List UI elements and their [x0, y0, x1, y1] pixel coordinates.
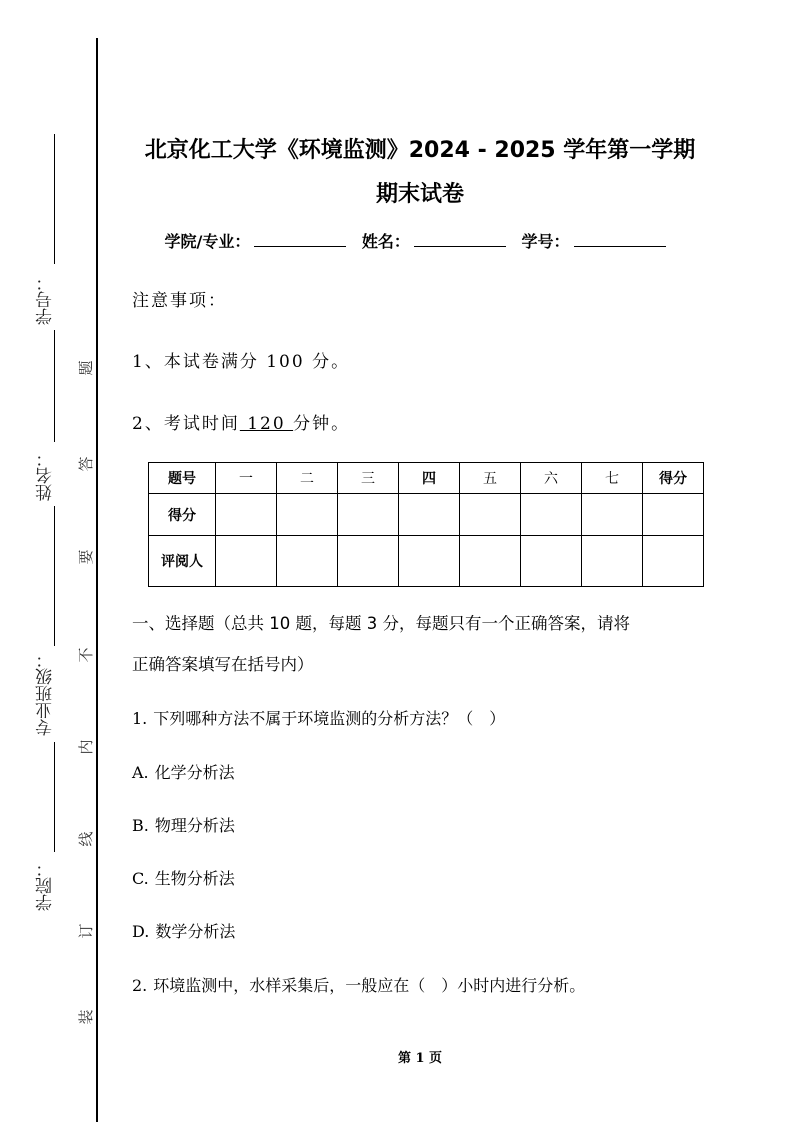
- grader-cell[interactable]: [216, 536, 277, 587]
- section-heading-line1: 一、选择题（总共 10 题，每题 3 分，每题只有一个正确答案，请将: [132, 614, 630, 633]
- seal-char: 答: [77, 456, 95, 472]
- option-text: 物理分析法: [154, 816, 235, 835]
- binding-line: [96, 38, 98, 1122]
- page-subtitle: 期末试卷: [375, 182, 464, 207]
- table-header-cell: 五: [460, 463, 521, 494]
- table-row: [149, 536, 704, 587]
- score-cell[interactable]: [338, 494, 399, 536]
- question-number: 2.: [132, 976, 148, 995]
- name-line-upper: [54, 330, 55, 442]
- grader-cell[interactable]: [643, 536, 704, 587]
- option-text: 数学分析法: [155, 922, 236, 941]
- score-cell[interactable]: [460, 494, 521, 536]
- grader-cell[interactable]: [338, 536, 399, 587]
- name-label: 姓名：: [33, 446, 59, 506]
- section-heading-line2: 正确答案填写在括号内）: [132, 655, 314, 674]
- table-header-row: [149, 463, 704, 494]
- notice-item-2-prefix: 2、考试时间: [132, 414, 240, 434]
- seal-char: 题: [77, 360, 95, 376]
- notice-item-2: [132, 409, 350, 434]
- student-info-row: [120, 229, 720, 252]
- table-header-cell: 二: [277, 463, 338, 494]
- table-header-cell: 三: [338, 463, 399, 494]
- option-c: [132, 866, 235, 889]
- table-header-cell: 得分: [643, 463, 704, 494]
- table-header-cell: 六: [521, 463, 582, 494]
- score-cell[interactable]: [399, 494, 460, 536]
- table-row: [149, 494, 704, 536]
- question-1: [132, 706, 505, 729]
- option-letter: B.: [132, 816, 149, 835]
- question-text: 环境监测中，水样采集后，一般应在（ ）小时内进行分析。: [153, 976, 586, 995]
- college-major-blank[interactable]: [254, 232, 346, 247]
- grader-cell[interactable]: [582, 536, 643, 587]
- college-line-upper: [54, 742, 55, 852]
- score-cell[interactable]: [582, 494, 643, 536]
- college-major-label: 学院/专业：: [164, 232, 251, 251]
- seal-char: 内: [77, 739, 95, 755]
- exam-duration-value: 120: [239, 414, 294, 434]
- major-class-line-upper: [54, 506, 55, 646]
- option-d: [132, 919, 235, 942]
- seal-char: 线: [77, 831, 95, 847]
- seal-char: 装: [77, 1009, 95, 1025]
- student-id-label: 学号：: [521, 232, 570, 251]
- score-cell[interactable]: [643, 494, 704, 536]
- major-class-label: 专业班级：: [33, 646, 59, 742]
- seal-char: 订: [77, 923, 95, 939]
- table-header-cell: 四: [399, 463, 460, 494]
- table-header-cell: 七: [582, 463, 643, 494]
- score-cell[interactable]: [216, 494, 277, 536]
- name-label: 姓名：: [361, 232, 410, 251]
- question-2: [132, 973, 585, 996]
- option-text: 化学分析法: [154, 763, 235, 782]
- option-text: 生物分析法: [154, 869, 235, 888]
- row-label: 评阅人: [149, 536, 216, 587]
- table-header-cell: 题号: [149, 463, 216, 494]
- option-letter: D.: [132, 922, 150, 941]
- college-label: 学院：: [33, 856, 59, 916]
- option-letter: C.: [132, 869, 149, 888]
- page-number: 第 1 页: [397, 1051, 443, 1066]
- question-number: 1.: [132, 709, 148, 728]
- seal-char: 不: [77, 647, 95, 663]
- page-title: 北京化工大学《环境监测》2024 - 2025 学年第一学期: [144, 138, 696, 163]
- notice-heading: 注意事项：: [132, 291, 227, 311]
- option-a: [132, 760, 235, 783]
- student-id-line: [54, 134, 55, 264]
- score-cell[interactable]: [521, 494, 582, 536]
- notice-item-1: 1、本试卷满分 100 分。: [132, 352, 351, 372]
- option-b: [132, 813, 235, 836]
- option-letter: A.: [132, 763, 149, 782]
- score-table: [148, 462, 704, 587]
- student-id-blank[interactable]: [574, 232, 666, 247]
- table-header-cell: 一: [216, 463, 277, 494]
- score-cell[interactable]: [277, 494, 338, 536]
- student-id-label: 学号：: [33, 270, 59, 330]
- grader-cell[interactable]: [460, 536, 521, 587]
- name-blank[interactable]: [414, 232, 506, 247]
- grader-cell[interactable]: [277, 536, 338, 587]
- grader-cell[interactable]: [521, 536, 582, 587]
- grader-cell[interactable]: [399, 536, 460, 587]
- question-text: 下列哪种方法不属于环境监测的分析方法？（ ）: [153, 709, 506, 728]
- row-label: 得分: [149, 494, 216, 536]
- seal-char: 要: [77, 549, 95, 565]
- notice-item-2-suffix: 分钟。: [293, 414, 351, 434]
